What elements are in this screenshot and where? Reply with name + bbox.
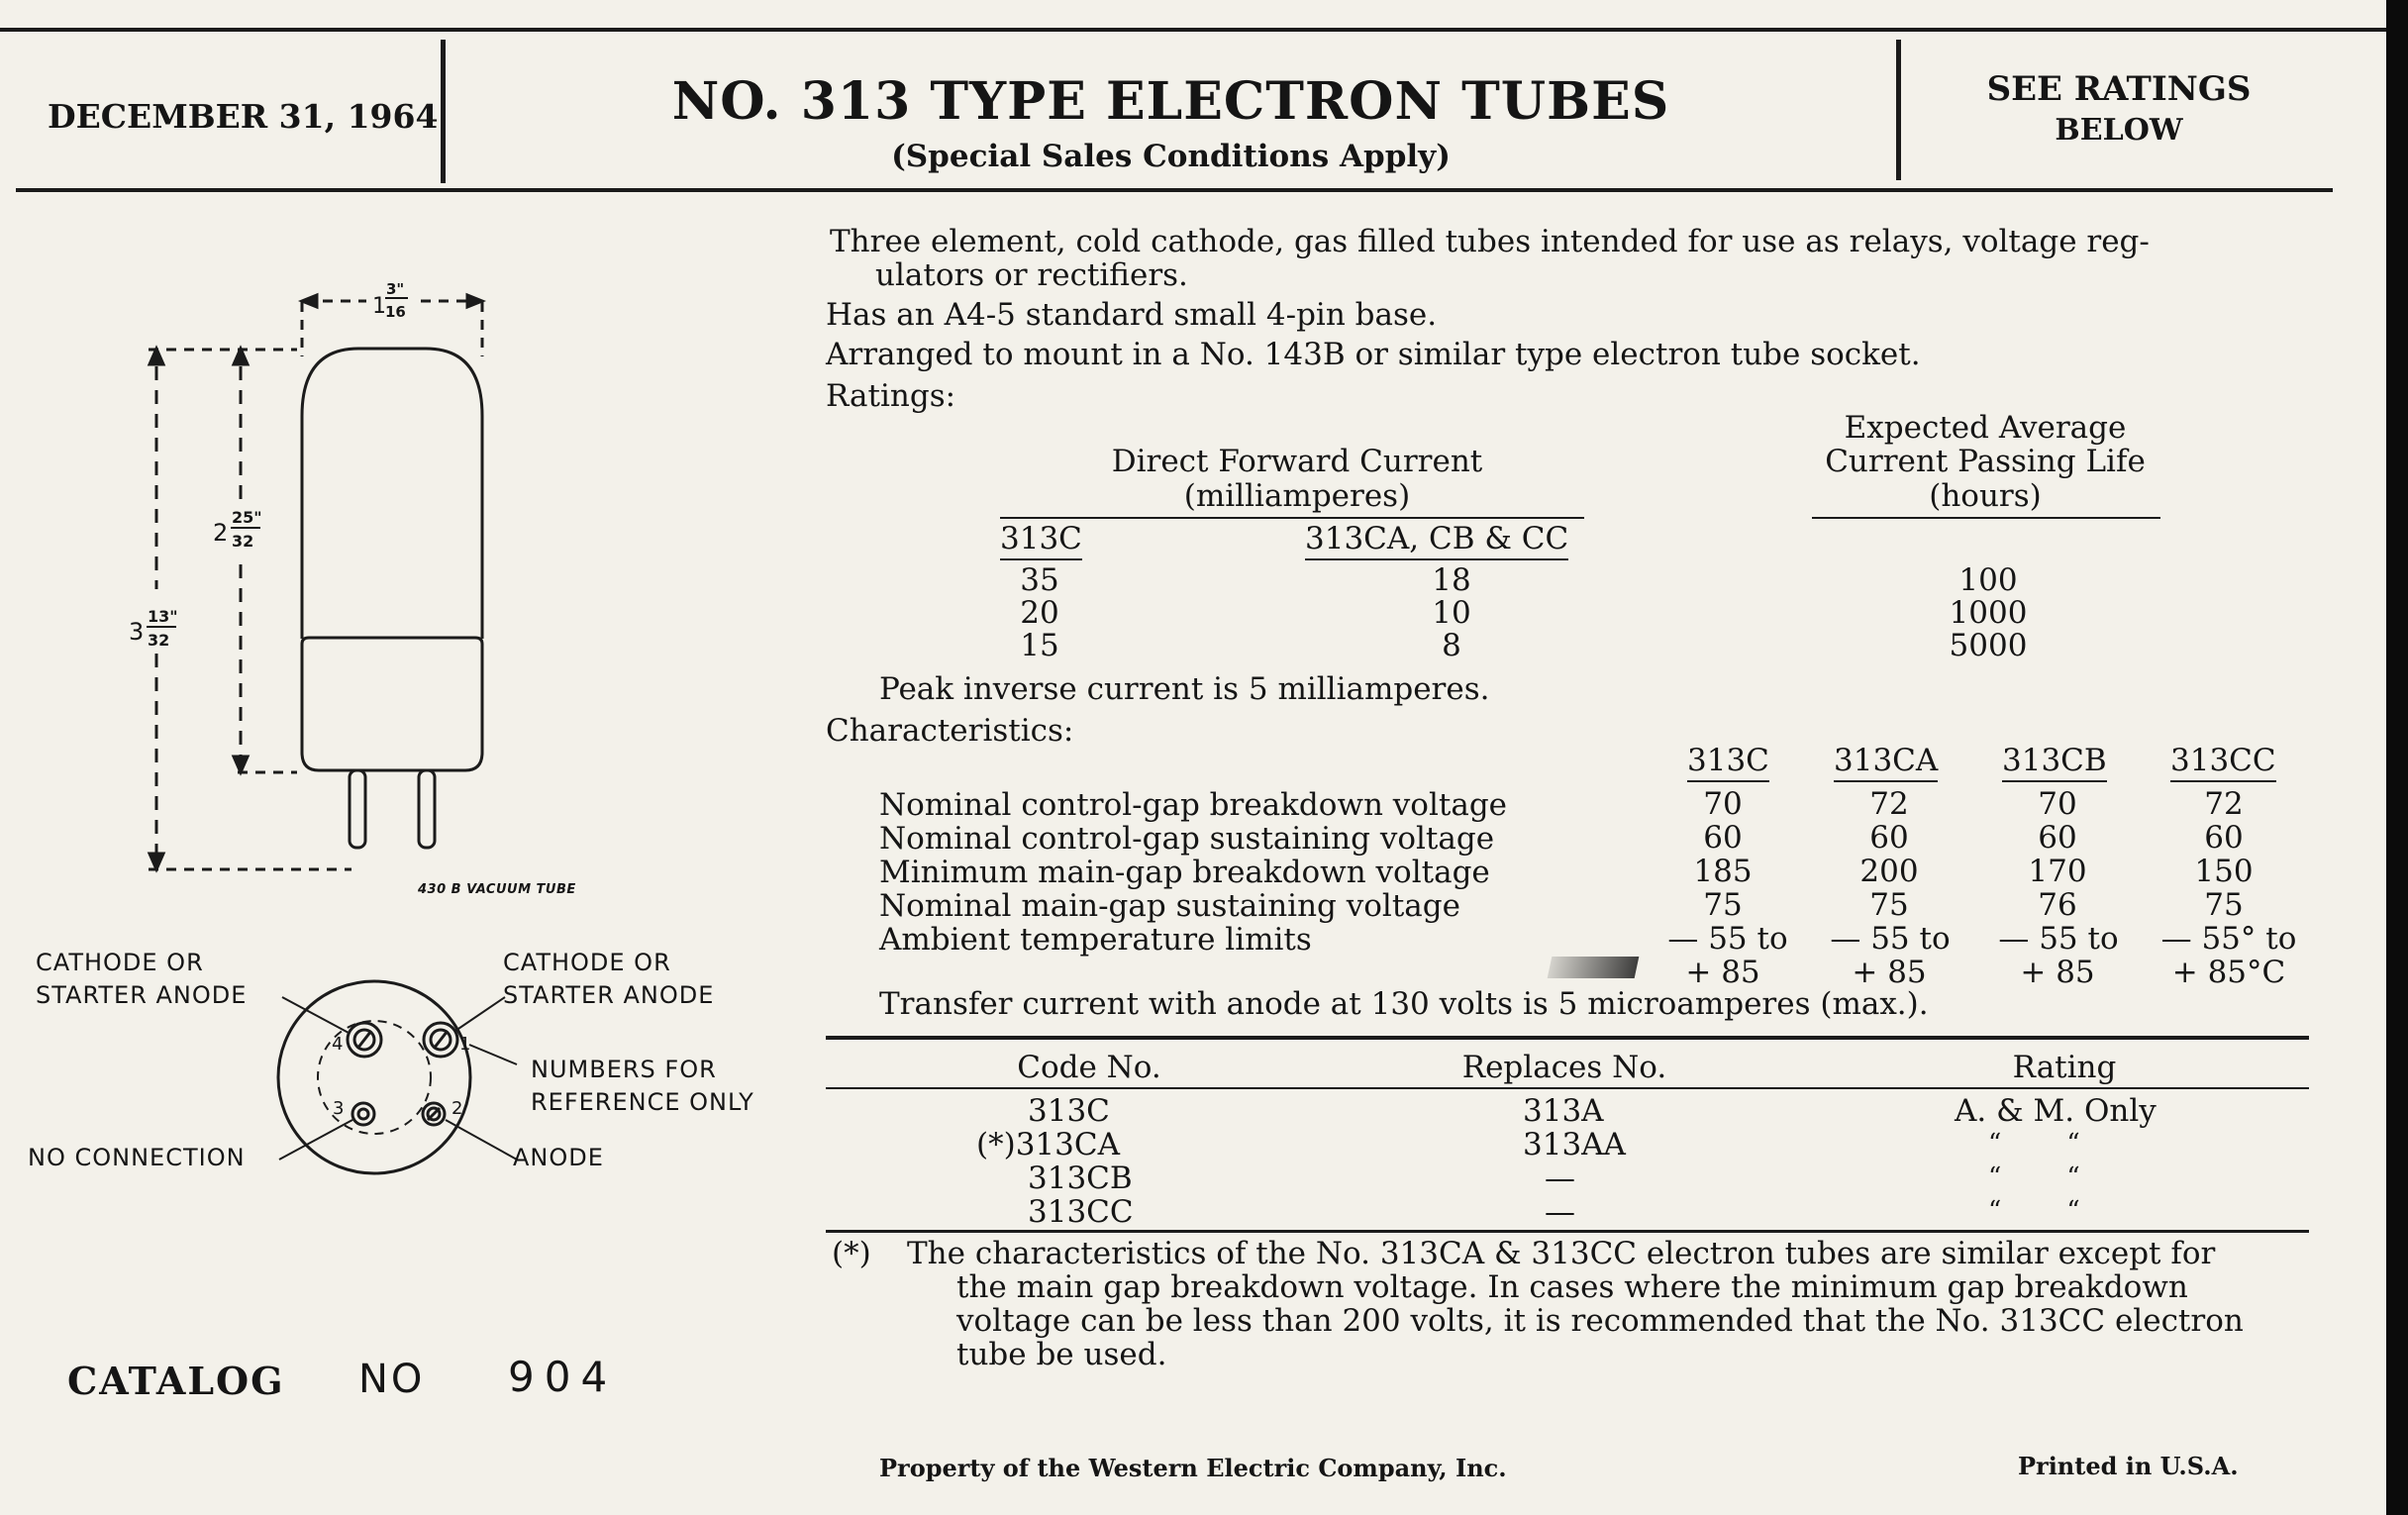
label-no-connection: NO CONNECTION xyxy=(28,1144,246,1171)
char-col-313c: 313C xyxy=(1687,743,1769,782)
width-dim-whole: 1 xyxy=(372,294,386,319)
char-r1-313ca: 72 xyxy=(1869,786,1909,822)
code-header: Code No. xyxy=(1017,1050,1161,1085)
ratings-r2-c1: 20 xyxy=(1020,595,1059,631)
catalog-number: 904 xyxy=(508,1353,618,1401)
code-row1-rating: A. & M. Only xyxy=(1955,1093,2157,1129)
pin-3 xyxy=(352,1103,374,1125)
char-row4-label: Nominal main-gap sustaining voltage xyxy=(879,888,1460,924)
char-r2-313cb: 60 xyxy=(2038,820,2077,856)
intro-line1: Three element, cold cathode, gas filled tubes intended for use as relays, voltage reg- xyxy=(830,224,2150,259)
code-row1-replaces: 313A xyxy=(1523,1093,1604,1129)
footer-property: Property of the Western Electric Company, Inc. xyxy=(879,1454,1507,1482)
header-divider-right xyxy=(1896,40,1901,180)
life-heading-line2: Current Passing Life xyxy=(1825,444,2146,479)
svg-text:2: 2 xyxy=(452,1098,463,1119)
char-row3-label: Minimum main-gap breakdown voltage xyxy=(879,855,1490,890)
svg-text:32: 32 xyxy=(148,631,170,650)
svg-text:16: 16 xyxy=(385,303,406,321)
char-r2-313c: 60 xyxy=(1703,820,1743,856)
char-r2-313cc: 60 xyxy=(2204,820,2244,856)
footnote-line1: The characteristics of the No. 313CA & 313CC electron tubes are similar except for xyxy=(907,1236,2216,1271)
intro-line3: Has an A4-5 standard small 4-pin base. xyxy=(826,297,1438,333)
tube-caption: 430 B VACUUM TUBE xyxy=(418,882,576,897)
code-table-header-rule xyxy=(826,1087,2309,1089)
ratings-r1-c1: 35 xyxy=(1020,562,1059,598)
char-row2-label: Nominal control-gap sustaining voltage xyxy=(879,821,1495,857)
ratings-note-line1: SEE RATINGS xyxy=(1986,69,2252,109)
char-r5-313ca: — 55 to xyxy=(1830,921,1951,957)
tube-drawing xyxy=(99,277,594,911)
footnote-line3: voltage can be less than 200 volts, it is recommended that the No. 313CC electron xyxy=(956,1303,2244,1339)
current-heading-line1: Direct Forward Current xyxy=(1111,444,1483,479)
header-rule xyxy=(16,188,2333,192)
char-r3-313cc: 150 xyxy=(2194,854,2254,889)
catalog-no-label: NO xyxy=(358,1357,426,1402)
code-table-bottom-rule xyxy=(826,1230,2309,1233)
footnote-line4: tube be used. xyxy=(956,1337,1167,1372)
label-cathode-right-line1: CATHODE OR xyxy=(503,949,671,976)
footnote-marker: (*) xyxy=(832,1236,871,1271)
intro-line4: Arranged to mount in a No. 143B or similar type electron tube socket. xyxy=(826,337,1921,372)
char-col-313ca: 313CA xyxy=(1834,743,1938,782)
ratings-label: Ratings: xyxy=(826,378,956,414)
char-col-313cb: 313CB xyxy=(2002,743,2107,782)
svg-text:2: 2 xyxy=(213,519,229,547)
svg-text:3: 3 xyxy=(333,1098,345,1119)
code-row3-code: 313CB xyxy=(1028,1161,1133,1196)
char-r5-313cc: — 55° to xyxy=(2160,921,2297,957)
char-r4-313cb: 76 xyxy=(2038,887,2077,923)
label-cathode-right-line2: STARTER ANODE xyxy=(503,981,715,1009)
code-row4-replaces: — xyxy=(1545,1194,1575,1230)
char-r1-313c: 70 xyxy=(1703,786,1743,822)
characteristics-label: Characteristics: xyxy=(826,713,1074,749)
code-table-top-rule xyxy=(826,1036,2309,1040)
page-title: NO. 313 TYPE ELECTRON TUBES xyxy=(671,71,1670,132)
char-row1-label: Nominal control-gap breakdown voltage xyxy=(879,787,1508,823)
replaces-header: Replaces No. xyxy=(1461,1050,1667,1085)
char-r5-313cb: — 55 to xyxy=(1998,921,2119,957)
char-col-313cc: 313CC xyxy=(2170,743,2276,782)
page-subtitle: (Special Sales Conditions Apply) xyxy=(891,139,1451,174)
code-row4-code: 313CC xyxy=(1028,1194,1134,1230)
char-r4-313ca: 75 xyxy=(1869,887,1909,923)
ratings-r1-life: 100 xyxy=(1958,562,2018,598)
catalog-label: CATALOG xyxy=(67,1359,285,1403)
ratings-note-line2: BELOW xyxy=(2055,113,2183,148)
ratings-col-313ca-cb-cc: 313CA, CB & CC xyxy=(1305,521,1568,560)
footer-printed: Printed in U.S.A. xyxy=(2018,1452,2239,1480)
char-r4-313cc: 75 xyxy=(2204,887,2244,923)
intro-line2: ulators or rectifiers. xyxy=(875,257,1188,293)
life-heading-rule xyxy=(1812,517,2160,519)
label-cathode-right xyxy=(503,947,714,1012)
rating-header: Rating xyxy=(2012,1050,2117,1085)
char-r6-313ca: + 85 xyxy=(1852,955,1927,990)
char-r3-313c: 185 xyxy=(1693,854,1753,889)
ratings-r3-c2: 8 xyxy=(1442,628,1461,663)
code-row4-rating: “ “ xyxy=(1988,1196,2080,1226)
code-row2-replaces: 313AA xyxy=(1523,1127,1626,1162)
label-reference-numbers xyxy=(531,1054,754,1119)
svg-text:3: 3 xyxy=(129,618,145,646)
label-cathode-left xyxy=(36,947,247,1012)
transfer-current-note: Transfer current with anode at 130 volts is 5 microamperes (max.). xyxy=(879,986,1929,1022)
code-row1-code: 313C xyxy=(1028,1093,1110,1129)
ink-smudge xyxy=(1548,957,1640,978)
char-r6-313cc: + 85°C xyxy=(2171,955,2286,990)
ratings-r2-life: 1000 xyxy=(1949,595,2028,631)
ratings-col-313c: 313C xyxy=(1000,521,1082,560)
svg-text:3": 3" xyxy=(386,280,405,298)
footnote-line2: the main gap breakdown voltage. In cases where the minimum gap breakdown xyxy=(956,1269,2188,1305)
char-r2-313ca: 60 xyxy=(1869,820,1909,856)
top-border xyxy=(0,28,2386,32)
char-r6-313c: + 85 xyxy=(1685,955,1760,990)
label-cathode-left-line1: CATHODE OR xyxy=(36,949,204,976)
peak-inverse-note: Peak inverse current is 5 milliamperes. xyxy=(879,671,1490,707)
svg-text:1: 1 xyxy=(459,1034,471,1055)
code-row3-replaces: — xyxy=(1545,1161,1575,1196)
char-r4-313c: 75 xyxy=(1703,887,1743,923)
char-r3-313ca: 200 xyxy=(1859,854,1919,889)
label-cathode-left-line2: STARTER ANODE xyxy=(36,981,248,1009)
label-numbers-line1: NUMBERS FOR xyxy=(531,1056,717,1083)
char-r1-313cb: 70 xyxy=(2038,786,2077,822)
code-row2-code: (*)313CA xyxy=(976,1127,1120,1162)
svg-text:13": 13" xyxy=(148,607,178,626)
char-row5-label: Ambient temperature limits xyxy=(879,922,1312,958)
issue-date: DECEMBER 31, 1964 xyxy=(48,97,439,136)
char-r5-313c: — 55 to xyxy=(1667,921,1788,957)
char-r1-313cc: 72 xyxy=(2204,786,2244,822)
code-row3-rating: “ “ xyxy=(1988,1162,2080,1192)
life-heading-line3: (hours) xyxy=(1929,478,2042,514)
ratings-r1-c2: 18 xyxy=(1432,562,1471,598)
ratings-r3-c1: 15 xyxy=(1020,628,1059,663)
svg-text:32: 32 xyxy=(232,532,254,551)
svg-text:25": 25" xyxy=(232,508,262,527)
label-numbers-line2: REFERENCE ONLY xyxy=(531,1088,754,1116)
current-heading-line2: (milliamperes) xyxy=(1183,478,1411,514)
life-heading-line1: Expected Average xyxy=(1844,410,2127,446)
char-r6-313cb: + 85 xyxy=(2020,955,2095,990)
ratings-r2-c2: 10 xyxy=(1432,595,1471,631)
svg-text:4: 4 xyxy=(332,1034,344,1055)
ratings-r3-life: 5000 xyxy=(1949,628,2028,663)
current-heading-rule xyxy=(1000,517,1584,519)
char-r3-313cb: 170 xyxy=(2028,854,2087,889)
code-row2-rating: “ “ xyxy=(1988,1129,2080,1159)
label-anode: ANODE xyxy=(513,1144,604,1171)
